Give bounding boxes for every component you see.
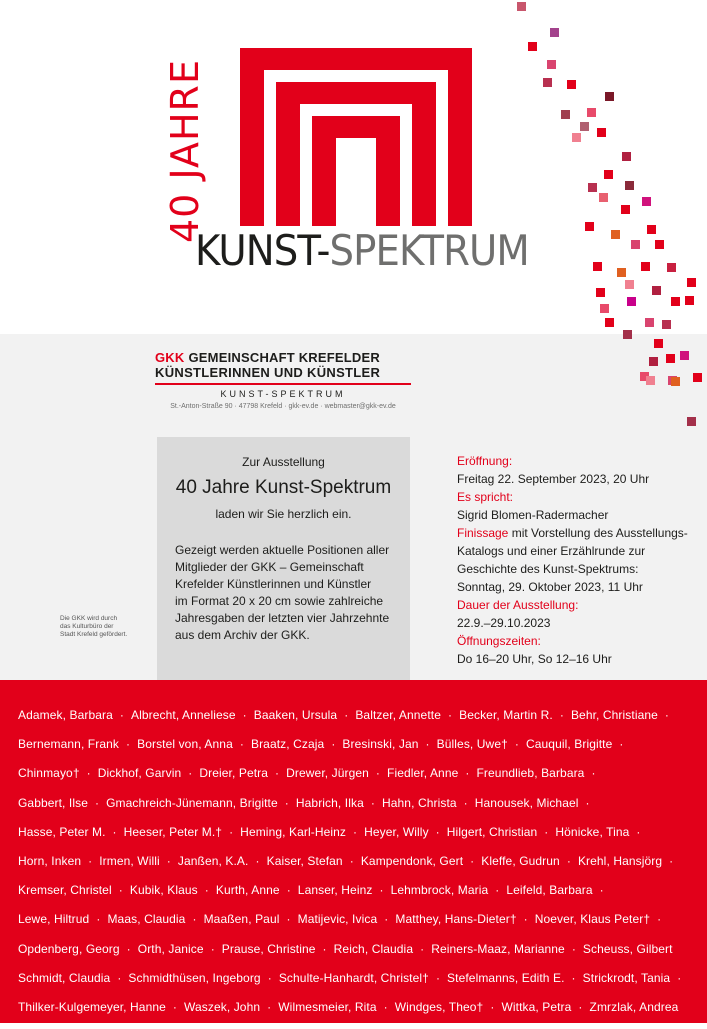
separator-dot: · <box>267 999 272 1014</box>
artist-name: Hasse, Peter M. <box>18 824 106 839</box>
artist-name: Schmidt, Claudia <box>18 970 111 985</box>
decorative-square <box>652 286 661 295</box>
separator-dot: · <box>619 737 624 752</box>
decorative-square <box>543 78 552 87</box>
decorative-square <box>597 128 606 137</box>
artist-row <box>18 825 698 854</box>
decorative-square <box>604 170 613 179</box>
decorative-square <box>687 278 696 287</box>
separator-dot: · <box>88 853 93 868</box>
event-details <box>457 452 697 668</box>
separator-dot: · <box>514 737 519 752</box>
separator-dot: · <box>112 824 117 839</box>
decorative-square <box>605 92 614 101</box>
separator-dot: · <box>349 853 354 868</box>
separator-dot: · <box>591 766 596 781</box>
decorative-square <box>605 318 614 327</box>
separator-dot: · <box>425 737 430 752</box>
gkk-address: St.-Anton-Straße 90 · 47798 Krefeld · gkk-ev.de · webmaster@gkk-ev.de <box>170 403 396 410</box>
separator-dot: · <box>86 766 91 781</box>
separator-dot: · <box>322 941 327 956</box>
decorative-square <box>645 318 654 327</box>
kunst-spektrum-logo-mark <box>240 48 472 226</box>
artist-name: Kubik, Klaus <box>129 883 198 898</box>
separator-dot: · <box>267 970 272 985</box>
artist-list-band <box>0 680 707 1023</box>
decorative-square <box>600 304 609 313</box>
artist-name: Matthey, Hans-Dieter† <box>395 912 517 927</box>
artist-name: Habrich, Ilka <box>295 795 364 810</box>
separator-dot: · <box>490 999 495 1014</box>
decorative-square <box>685 296 694 305</box>
artist-name: Prause, Christine <box>221 941 316 956</box>
exhibition-description <box>175 542 397 644</box>
artist-name: Heeser, Peter M.† <box>123 824 223 839</box>
decorative-square <box>611 230 620 239</box>
separator-dot: · <box>571 970 576 985</box>
artist-name: Bresinski, Jan <box>342 737 419 752</box>
decorative-square <box>580 122 589 131</box>
artist-name: Fiedler, Anne <box>387 766 459 781</box>
separator-dot: · <box>286 912 291 927</box>
artist-name: Heyer, Willy <box>364 824 429 839</box>
invitation-welcome: laden wir Sie herzlich ein. <box>215 507 352 521</box>
description-line: Jahresgaben der letzten vier Jahrzehnte <box>175 611 390 625</box>
separator-dot: · <box>166 853 171 868</box>
separator-dot: · <box>384 912 389 927</box>
decorative-square <box>621 205 630 214</box>
artist-name: Lehmbrock, Maria <box>390 883 489 898</box>
exhibition-title: 40 Jahre Kunst-Spektrum <box>175 477 392 498</box>
artist-name: Lanser, Heinz <box>297 883 373 898</box>
artist-name: Thilker-Kulgemeyer, Hanne <box>18 999 166 1014</box>
separator-dot: · <box>126 941 131 956</box>
separator-dot: · <box>463 795 468 810</box>
separator-dot: · <box>188 766 193 781</box>
artist-row <box>18 883 698 912</box>
forty-years-vertical-title <box>163 48 207 248</box>
invitation-box <box>157 437 410 690</box>
artist-name: Opdenberg, Georg <box>18 941 120 956</box>
separator-dot: · <box>125 737 131 752</box>
artist-list <box>18 708 698 1029</box>
decorative-square <box>550 28 559 37</box>
artist-name: Wilmesmeier, Rita <box>278 999 377 1014</box>
duration-label: Dauer der Ausstellung: <box>457 598 579 612</box>
decorative-square <box>655 240 664 249</box>
decorative-square <box>647 225 656 234</box>
separator-dot: · <box>470 853 475 868</box>
separator-dot: · <box>465 766 470 781</box>
separator-dot: · <box>669 853 674 868</box>
separator-dot: · <box>435 970 441 985</box>
gkk-abbreviation: GKK <box>155 350 185 365</box>
finissage-date: Sonntag, 29. Oktober 2023, 11 Uhr <box>457 580 643 594</box>
artist-name: Hanousek, Michael <box>474 795 579 810</box>
separator-dot: · <box>585 795 590 810</box>
artist-name: Orth, Janice <box>137 941 204 956</box>
artist-row <box>18 942 698 971</box>
duration-value: 22.9.–29.10.2023 <box>457 616 551 630</box>
artist-name: Kampendonk, Gert <box>360 853 464 868</box>
description-line: Krefelder Künstlerinnen und Künstler <box>175 577 372 591</box>
artist-name: Chinmayo† <box>18 766 80 781</box>
artist-name: Bernemann, Frank <box>18 737 119 752</box>
decorative-square <box>561 110 570 119</box>
separator-dot: · <box>495 883 500 898</box>
finissage-label: Finissage <box>457 526 509 540</box>
artist-name: Kleffe, Gudrun <box>481 853 560 868</box>
separator-dot: · <box>370 795 375 810</box>
separator-dot: · <box>117 970 122 985</box>
artist-row <box>18 854 698 883</box>
artist-row <box>18 766 698 795</box>
description-line: im Format 20 x 20 cm sowie zahlreiche <box>175 594 384 608</box>
decorative-square <box>667 263 676 272</box>
artist-name: Heming, Karl-Heinz <box>240 824 347 839</box>
forty-years-text: 40 JAHRE <box>163 59 207 243</box>
artist-name: Drewer, Jürgen <box>286 766 369 781</box>
opening-value: Freitag 22. September 2023, 20 Uhr <box>457 472 650 486</box>
separator-dot: · <box>559 708 564 722</box>
artist-name: Schulte-Hanhardt, Christel† <box>278 970 429 985</box>
decorative-square <box>517 2 526 11</box>
artist-name: Schmidthüsen, Ingeborg <box>128 970 261 985</box>
title-spektrum: SPEKTRUM <box>329 226 529 275</box>
artist-name: Albrecht, Anneliese <box>131 708 236 722</box>
separator-dot: · <box>383 999 388 1014</box>
artist-name: Leifeld, Barbara <box>506 883 593 898</box>
gkk-name-line1: GEMEINSCHAFT KREFELDER <box>188 350 380 365</box>
decorative-square <box>642 197 651 206</box>
speaker-label: Es spricht: <box>457 490 514 504</box>
separator-dot: · <box>375 766 381 781</box>
funding-note: Die GKK wird durch das Kulturbüro der Stadt Krefeld gefördert. <box>60 615 128 638</box>
separator-dot: · <box>599 883 604 898</box>
separator-dot: · <box>379 883 384 898</box>
artist-name: Lewe, Hiltrud <box>18 912 90 927</box>
artist-name: Adamek, Barbara <box>18 708 113 722</box>
artist-row <box>18 737 698 766</box>
separator-dot: · <box>578 999 583 1014</box>
separator-dot: · <box>210 941 215 956</box>
artist-name: Windges, Theo† <box>394 999 484 1014</box>
artist-name: Strickrodt, Tania <box>582 970 671 985</box>
separator-dot: · <box>664 708 670 722</box>
decorative-square <box>596 288 605 297</box>
decorative-square <box>572 133 581 142</box>
separator-dot: · <box>192 912 197 927</box>
separator-dot: · <box>255 853 260 868</box>
decorative-square <box>599 193 608 202</box>
artist-name: Reiners-Maaz, Marianne <box>431 941 565 956</box>
decorative-square <box>585 222 594 231</box>
separator-dot: · <box>447 708 453 722</box>
artist-name: Irmen, Willi <box>99 853 160 868</box>
separator-dot: · <box>353 824 358 839</box>
artist-name: Borstel von, Anna <box>137 737 233 752</box>
artist-name: Scheuss, Gilbert <box>582 941 673 956</box>
artist-name: Baltzer, Annette <box>355 708 441 722</box>
separator-dot: · <box>229 824 234 839</box>
artist-name: Dickhof, Garvin <box>97 766 182 781</box>
separator-dot: · <box>566 853 571 868</box>
artist-name: Wittka, Petra <box>501 999 572 1014</box>
artist-name: Hahn, Christa <box>381 795 457 810</box>
decorative-square <box>625 280 634 289</box>
artist-row <box>18 708 698 737</box>
artist-name: Dreier, Petra <box>199 766 269 781</box>
artist-row <box>18 1000 698 1029</box>
gkk-divider <box>155 383 411 385</box>
separator-dot: · <box>657 912 662 927</box>
decorative-square <box>588 183 597 192</box>
gkk-letterhead <box>155 350 411 410</box>
decorative-square <box>627 297 636 306</box>
artist-name: Hilgert, Christian <box>446 824 538 839</box>
separator-dot: · <box>275 766 280 781</box>
artist-name: Gabbert, Ilse <box>18 795 89 810</box>
separator-dot: · <box>331 737 336 752</box>
artist-name: Kaiser, Stefan <box>266 853 343 868</box>
artist-name: Matijevic, Ivica <box>297 912 378 927</box>
decorative-square <box>593 262 602 271</box>
separator-dot: · <box>284 795 289 810</box>
hours-value: Do 16–20 Uhr, So 12–16 Uhr <box>457 652 612 666</box>
artist-row <box>18 796 698 825</box>
separator-dot: · <box>286 883 291 898</box>
hours-label: Öffnungszeiten: <box>457 634 541 648</box>
decorative-square <box>671 297 680 306</box>
separator-dot: · <box>636 824 641 839</box>
artist-name: Becker, Martin R. <box>459 708 553 722</box>
opening-label: Eröffnung: <box>457 454 513 468</box>
separator-dot: · <box>239 737 244 752</box>
separator-dot: · <box>119 708 124 722</box>
separator-dot: · <box>571 941 576 956</box>
artist-name: Hönicke, Tina <box>555 824 630 839</box>
description-line: Gezeigt werden aktuelle Positionen aller <box>175 543 390 557</box>
finissage-text: Katalogs und einer Erzählrunde zur <box>457 544 646 558</box>
speaker-value: Sigrid Blomen-Radermacher <box>457 508 609 522</box>
separator-dot: · <box>95 795 100 810</box>
decorative-square <box>528 42 537 51</box>
artist-name: Bülles, Uwe† <box>436 737 508 752</box>
decorative-square <box>622 152 631 161</box>
finissage-text: Geschichte des Kunst-Spektrums: <box>457 562 639 576</box>
artist-name: Cauquil, Brigitte <box>525 737 613 752</box>
artist-name: Freundlieb, Barbara <box>476 766 585 781</box>
decorative-square <box>625 181 634 190</box>
separator-dot: · <box>435 824 440 839</box>
invitation-intro: Zur Ausstellung <box>242 455 325 469</box>
title-kunst: KUNST- <box>195 226 330 275</box>
decorative-square <box>587 108 596 117</box>
description-line: aus dem Archiv der GKK. <box>175 628 310 642</box>
separator-dot: · <box>96 912 101 927</box>
description-line: Mitglieder der GKK – Gemeinschaft <box>175 560 364 574</box>
decorative-square <box>617 268 626 277</box>
separator-dot: · <box>118 883 123 898</box>
artist-name: Braatz, Czaja <box>250 737 325 752</box>
finissage-text: mit Vorstellung des Ausstellungs- <box>508 526 688 540</box>
kunst-spektrum-title <box>195 226 529 275</box>
artist-row <box>18 912 698 941</box>
artist-name: Behr, Christiane <box>570 708 658 722</box>
artist-name: Baaken, Ursula <box>253 708 338 722</box>
decorative-square <box>547 60 556 69</box>
artist-name: Gmachreich-Jünemann, Brigitte <box>106 795 278 810</box>
artist-name: Stefelmanns, Edith E. <box>447 970 565 985</box>
artist-name: Reich, Claudia <box>333 941 414 956</box>
separator-dot: · <box>242 708 247 722</box>
artist-name: Waszek, John <box>184 999 261 1014</box>
separator-dot: · <box>344 708 349 722</box>
artist-row <box>18 971 698 1000</box>
decorative-square <box>641 262 650 271</box>
decorative-square <box>567 80 576 89</box>
artist-name: Janßen, K.A. <box>177 853 249 868</box>
artist-name: Horn, Inken <box>18 853 82 868</box>
separator-dot: · <box>420 941 425 956</box>
separator-dot: · <box>677 970 682 985</box>
separator-dot: · <box>544 824 549 839</box>
artist-name: Noever, Klaus Peter† <box>534 912 651 927</box>
decorative-square <box>631 240 640 249</box>
artist-name: Krehl, Hansjörg <box>577 853 663 868</box>
separator-dot: · <box>172 999 178 1014</box>
artist-name: Maas, Claudia <box>107 912 186 927</box>
artist-name: Maaßen, Paul <box>203 912 280 927</box>
artist-name: Kurth, Anne <box>215 883 280 898</box>
artist-name: Zmrzlak, Andrea <box>589 999 679 1014</box>
separator-dot: · <box>523 912 528 927</box>
separator-dot: · <box>204 883 209 898</box>
gkk-subtitle: KUNST-SPEKTRUM <box>220 389 346 399</box>
gkk-name-line2: KÜNSTLERINNEN UND KÜNSTLER <box>155 365 381 380</box>
decorative-square <box>662 320 671 329</box>
artist-name: Kremser, Christel <box>18 883 112 898</box>
